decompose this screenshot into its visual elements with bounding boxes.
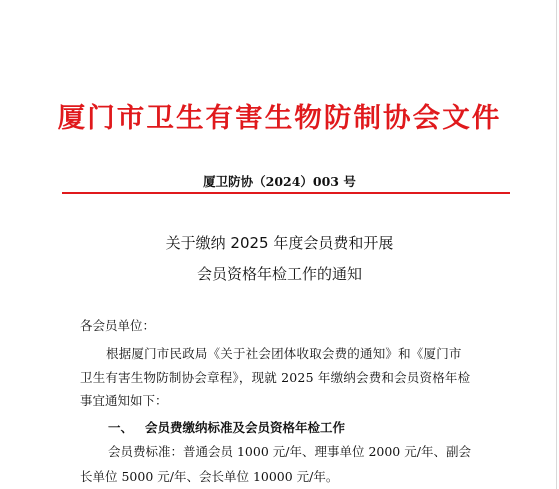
paragraph-1-line-3: 事宜通知如下： [80, 393, 168, 408]
paragraph-1-line-2: 卫生有害生物防制协会章程》，现就 2025 年缴纳会费和会员资格年检 [80, 370, 471, 385]
paragraph-2-line-2: 长单位 5000 元/年、会长单位 10000 元/年。 [80, 469, 339, 484]
document-number: 厦卫防协（2024）003 号 [203, 174, 356, 189]
paragraph-1-line-1: 根据厦门市民政局《关于社会团体收取会费的通知》和《厦门市 [106, 346, 462, 361]
section-1-number: 一、 [108, 420, 134, 435]
page-edge-divider [556, 0, 557, 489]
notice-title-line-2: 会员资格年检工作的通知 [196, 265, 362, 283]
salutation: 各会员单位： [80, 318, 156, 333]
paragraph-2-line-1: 会员费标准：普通会员 1000 元/年、理事单位 2000 元/年、副会 [108, 444, 471, 459]
section-1-title: 会员费缴纳标准及会员资格年检工作 [145, 420, 346, 435]
notice-title-line-1: 关于缴纳 2025 年度会员费和开展 [165, 234, 394, 252]
document-header-title: 厦门市卫生有害生物防制协会文件 [57, 103, 502, 134]
header-red-divider [62, 192, 510, 194]
